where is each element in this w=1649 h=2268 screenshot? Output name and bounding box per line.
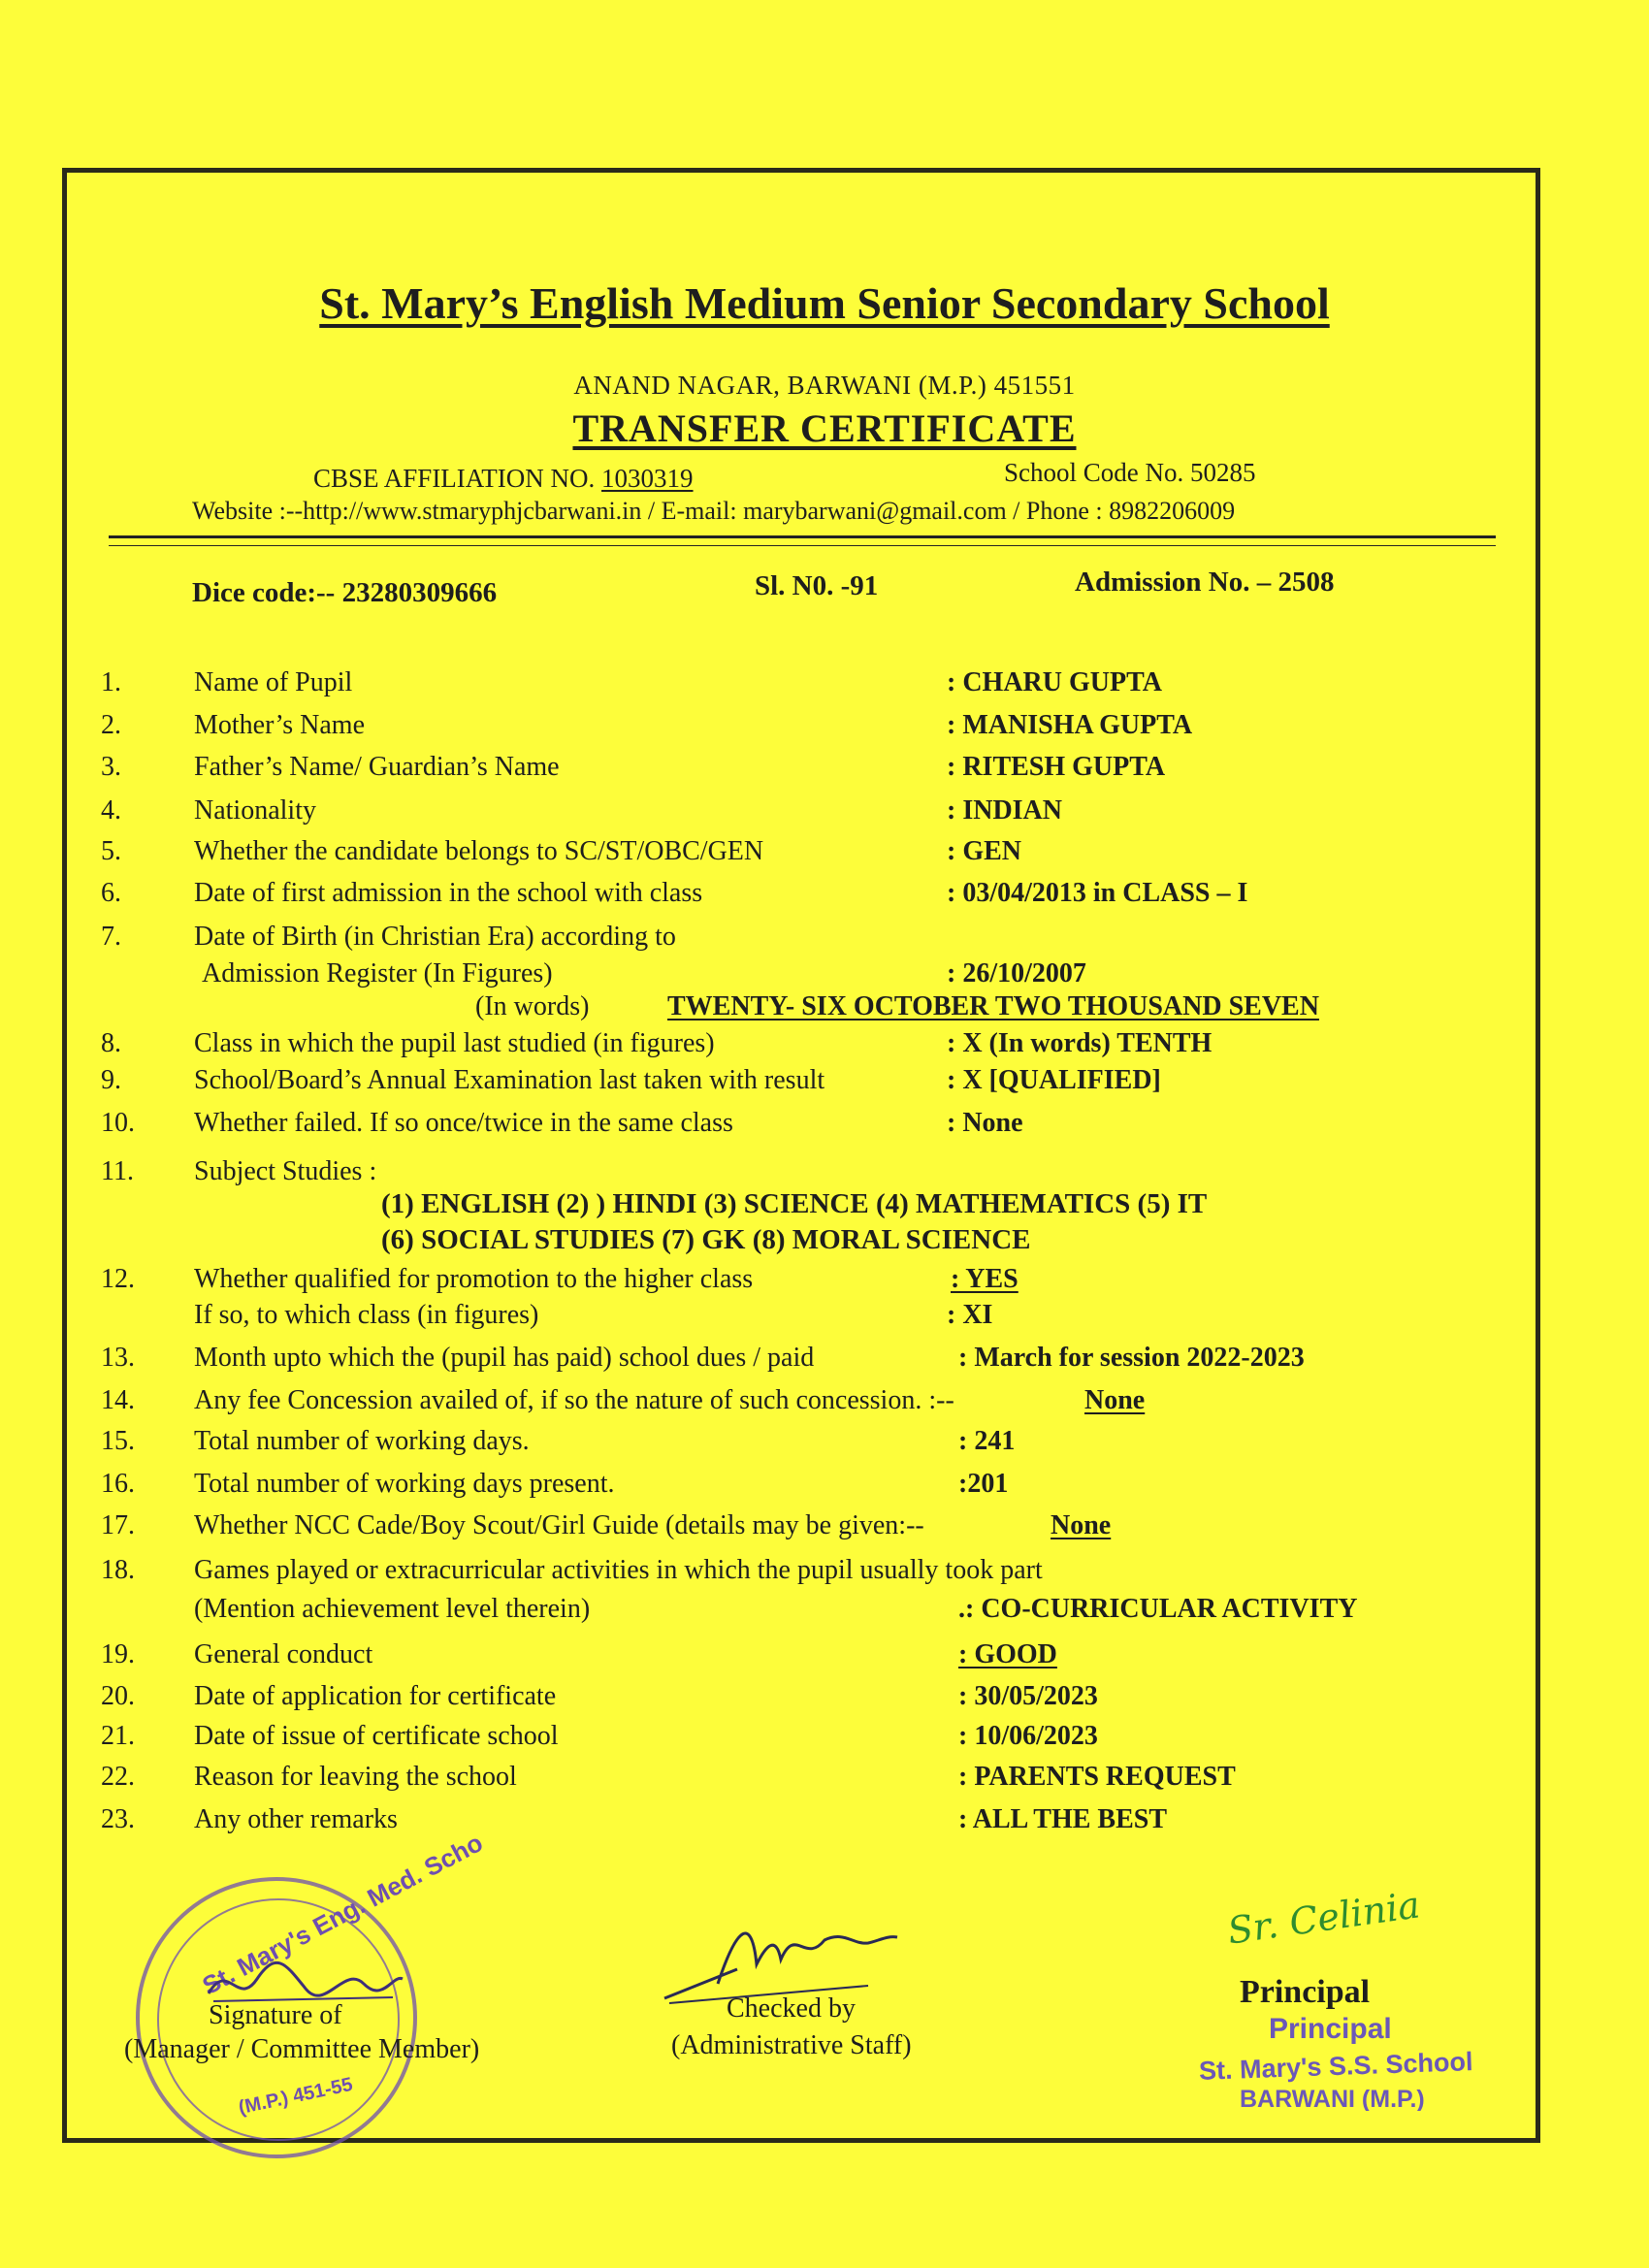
field-label: Total number of working days. (194, 1426, 530, 1456)
field-number: 13. (101, 1343, 135, 1373)
contact-line: Website :--http://www.stmaryphjcbarwani.in / E-mail: marybarwani@gmail.com / Phone : 8982206009 (192, 497, 1236, 525)
serial-number: Sl. N0. -91 (755, 570, 879, 601)
manager-signature-role: (Manager / Committee Member) (124, 2034, 480, 2064)
seal-text-bottom: (M.P.) 451-55 (236, 2073, 355, 2120)
admission-number: Admission No. – 2508 (1075, 567, 1335, 598)
field-value: : ALL THE BEST (958, 1804, 1168, 1834)
dice-code: Dice code:-- 23280309666 (192, 577, 498, 608)
field-label: Any other remarks (194, 1804, 398, 1834)
cbse-number: 1030319 (601, 464, 694, 493)
field-label: Whether the candidate belongs to SC/ST/OBC/GEN (194, 836, 764, 866)
cbse-label: CBSE AFFILIATION NO. (313, 464, 596, 493)
field-value: : 241 (958, 1426, 1016, 1456)
checked-by-label: Checked by (727, 1993, 856, 2024)
field-label: Games played or extracurricular activities in which the pupil usually took part (194, 1555, 1043, 1585)
field-number: 14. (101, 1385, 135, 1415)
field-label: (Mention achievement level therein) (194, 1594, 591, 1624)
field-number: 23. (101, 1804, 135, 1834)
field-value: : XI (947, 1300, 993, 1330)
field-label: Date of Birth (in Christian Era) according to (194, 922, 676, 952)
field-number: 7. (101, 922, 121, 952)
field-value: None (1051, 1510, 1112, 1540)
field-number: 11. (101, 1156, 134, 1186)
header-rule (109, 535, 1496, 538)
principal-stamp-place: BARWANI (M.P.) (1240, 2086, 1425, 2111)
field-number: 9. (101, 1065, 121, 1095)
field-label: Any fee Concession availed of, if so the nature of such concession. :-- (194, 1385, 954, 1415)
principal-stamp-title: Principal (1269, 2013, 1392, 2045)
field-number: 6. (101, 878, 121, 908)
field-value: .: CO-CURRICULAR ACTIVITY (958, 1594, 1358, 1624)
field-value: : YES (951, 1264, 1018, 1294)
field-number: 18. (101, 1555, 135, 1585)
field-label: Mother’s Name (194, 710, 365, 740)
field-number: 5. (101, 836, 121, 866)
field-label: Class in which the pupil last studied (in figures) (194, 1028, 715, 1058)
field-label: Nationality (194, 795, 316, 826)
principal-stamp-school: St. Mary's S.S. School (1198, 2047, 1473, 2086)
field-number: 21. (101, 1721, 135, 1751)
field-number: 4. (101, 795, 121, 826)
field-value: : X (In words) TENTH (947, 1028, 1212, 1058)
field-value: : March for session 2022-2023 (958, 1343, 1305, 1373)
field-value: : INDIAN (947, 795, 1062, 826)
field-label: Father’s Name/ Guardian’s Name (194, 752, 560, 782)
field-label: Month upto which the (pupil has paid) school dues / paid (194, 1343, 815, 1373)
field-value: : 26/10/2007 (947, 958, 1086, 988)
field-value: : PARENTS REQUEST (958, 1762, 1236, 1792)
field-value: None (1084, 1385, 1146, 1415)
field-label: Reason for leaving the school (194, 1762, 517, 1792)
field-number: 16. (101, 1469, 135, 1499)
subjects-line-1: (1) ENGLISH (2) ) HINDI (3) SCIENCE (4) MATHEMATICS (5) IT (381, 1188, 1208, 1219)
field-label: Date of issue of certificate school (194, 1721, 559, 1751)
field-label: Name of Pupil (194, 667, 353, 697)
field-value: : RITESH GUPTA (947, 752, 1166, 782)
field-number: 8. (101, 1028, 121, 1058)
certificate-title: TRANSFER CERTIFICATE (572, 406, 1077, 450)
header-rule-thin (109, 545, 1496, 546)
field-number: 19. (101, 1639, 135, 1669)
field-label: General conduct (194, 1639, 373, 1669)
school-code: School Code No. 50285 (1004, 458, 1256, 487)
field-number: 2. (101, 710, 121, 740)
field-value: : X [QUALIFIED] (947, 1065, 1161, 1095)
field-number: 15. (101, 1426, 135, 1456)
field-number: 1. (101, 667, 121, 697)
field-value: : None (947, 1108, 1023, 1138)
field-value: :201 (958, 1469, 1009, 1499)
field-value: : MANISHA GUPTA (947, 710, 1193, 740)
field-value: : 10/06/2023 (958, 1721, 1098, 1751)
field-value: : GEN (947, 836, 1021, 866)
field-label: (In words) (475, 991, 590, 1021)
manager-signature-label: Signature of (209, 2000, 342, 2030)
field-label: School/Board’s Annual Examination last taken with result (194, 1065, 825, 1095)
field-value: : 03/04/2013 in CLASS – I (947, 878, 1248, 908)
field-label: Whether failed. If so once/twice in the same class (194, 1108, 733, 1138)
field-value: TWENTY- SIX OCTOBER TWO THOUSAND SEVEN (667, 991, 1319, 1021)
cbse-affiliation (313, 464, 694, 494)
field-label: If so, to which class (in figures) (194, 1300, 539, 1330)
field-label: Date of application for certificate (194, 1681, 557, 1711)
principal-title: Principal (1240, 1974, 1371, 2010)
field-value: : 30/05/2023 (958, 1681, 1098, 1711)
principal-signature: Sr. Celinia (1224, 1883, 1423, 1953)
field-label: Whether NCC Cade/Boy Scout/Girl Guide (details may be given:-- (194, 1510, 924, 1540)
field-label: Admission Register (In Figures) (202, 958, 553, 988)
field-label: Total number of working days present. (194, 1469, 615, 1499)
field-number: 3. (101, 752, 121, 782)
field-number: 12. (101, 1264, 135, 1294)
school-address: ANAND NAGAR, BARWANI (M.P.) 451551 (573, 371, 1076, 400)
field-value: : CHARU GUPTA (947, 667, 1162, 697)
school-name: St. Mary’s English Medium Senior Secondary School (319, 278, 1330, 328)
field-number: 20. (101, 1681, 135, 1711)
field-label: Date of first admission in the school with class (194, 878, 703, 908)
field-number: 22. (101, 1762, 135, 1792)
subjects-line-2: (6) SOCIAL STUDIES (7) GK (8) MORAL SCIENCE (381, 1224, 1031, 1255)
certificate-border (62, 168, 1540, 2143)
field-label: Whether qualified for promotion to the higher class (194, 1264, 754, 1294)
field-value: : GOOD (958, 1639, 1057, 1669)
field-number: 17. (101, 1510, 135, 1540)
field-number: 10. (101, 1108, 135, 1138)
checked-by-role: (Administrative Staff) (671, 2030, 912, 2060)
field-label: Subject Studies : (194, 1156, 377, 1186)
seal-text-top: St. Mary's Eng. Med. Scho (197, 1828, 488, 2001)
